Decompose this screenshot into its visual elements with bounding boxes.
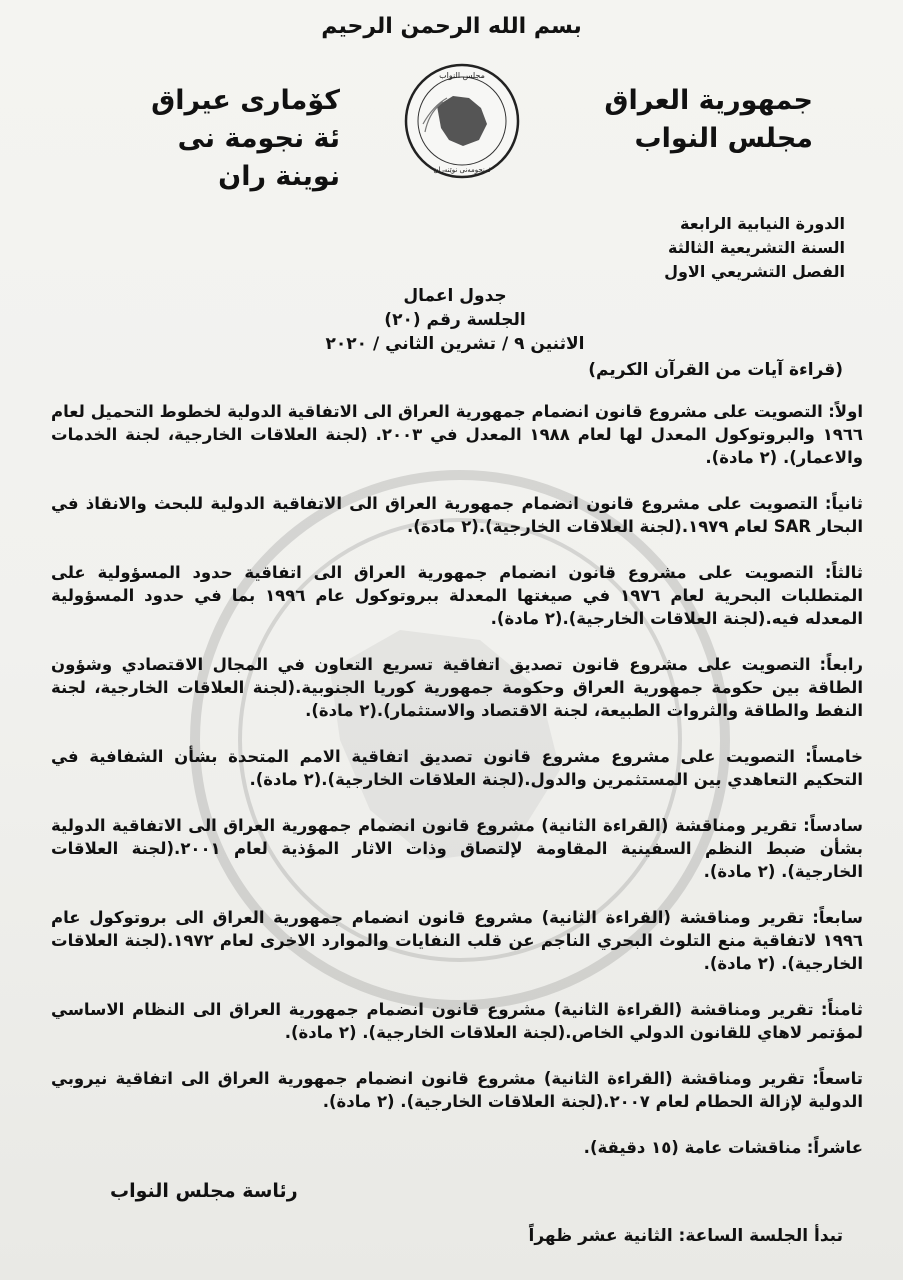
header-republic: جمهورية العراق — [604, 85, 813, 116]
session-start-time: تبدأ الجلسة الساعة: الثانية عشر ظهراً — [528, 1226, 843, 1246]
session-year: السنة التشريعية الثالثة — [668, 238, 845, 257]
agenda-item: رابعاً: التصويت على مشروع قانون تصديق اتفاقية تسريع التعاون في المجال الاقتصادي وشؤون الطاقة بين حكومة جمهورية العراق وحكومة جمهورية كوريا الجنوبية.(لجنة العلاقات الخارجية، لجنة النفط والطاقة والثروات الطبيعة، لجنة الاقتصاد والاستثمار).(٢ مادة). — [51, 655, 863, 720]
agenda-item: سابعاً: تقرير ومناقشة (القراءة الثانية) مشروع قانون انضمام جمهورية العراق الى بروتوكول عام ١٩٩٦ لاتفاقية منع التلوث البحري الناجم عن قلب النفايات والموارد الاخرى لعام ١٩٧٢.(لجنة العلاقات الخارجية). (٢ مادة). — [51, 908, 864, 973]
header-kurdish — [110, 82, 340, 196]
session-info — [664, 212, 845, 284]
seal-top-text: مجلس النواب — [439, 71, 485, 80]
agenda-item: ثانياً: التصويت على مشروع قانون انضمام جمهورية العراق الى الاتفاقية الدولية للبحث والانقاذ في البحار SAR لعام ١٩٧٩.(لجنة العلاقات الخارجية).(٢ مادة). — [51, 494, 864, 536]
basmala: بسم الله الرحمن الرحيم — [321, 14, 582, 39]
session-date: الاثنين ٩ / تشرين الثاني / ٢٠٢٠ — [325, 334, 585, 354]
header-kurdish-republic: كۆمارى عيراق — [151, 85, 340, 116]
presidency-signature: رئاسة مجلس النواب — [110, 1180, 298, 1202]
agenda-item: سادساً: تقرير ومناقشة (القراءة الثانية) مشروع قانون انضمام جمهورية العراق الى الاتفاقية الدولية بشأن ضبط النظم السفينية المقاومة لإلتصاق وذات الاثار المؤذية لعام ٢٠٠١.(لجنة العلاقات الخارجية). (٢ مادة). — [51, 816, 864, 881]
header-council: مجلس النواب — [634, 123, 813, 154]
agenda-heading — [300, 284, 610, 356]
agenda-item: ثامناً: تقرير ومناقشة (القراءة الثانية) مشروع قانون انضمام جمهورية العراق الى النظام الاساسي لمؤتمر لاهاي للقانون الدولي الخاص.(لجنة العلاقات الخارجية). (٢ مادة). — [51, 1000, 863, 1042]
agenda-item: ثالثاً: التصويت على مشروع قانون انضمام جمهورية العراق الى اتفاقية حدود المسؤولية على المتطلبات البحرية لعام ١٩٧٦ في صيغتها المعدلة ببروتوكول عام ١٩٩٦ بما في حدود المسؤولية المعدله فيه.(لجنة العلاقات الخارجية).(٢ مادة). — [51, 563, 863, 628]
session-chapter: الفصل التشريعي الاول — [664, 262, 845, 281]
agenda-title: جدول اعمال — [403, 286, 507, 306]
header-kurdish-council: ئة نجومة نى نوينة ران — [177, 123, 340, 192]
agenda-item: تاسعاً: تقرير ومناقشة (القراءة الثانية) مشروع قانون انضمام جمهورية العراق الى اتفاقية نيروبي الدولية لإزالة الحطام لعام ٢٠٠٧.(لجنة العلاقات الخارجية). (٢ مادة). — [51, 1069, 863, 1111]
session-term: الدورة النيابية الرابعة — [680, 214, 845, 233]
parliament-seal-logo — [403, 62, 521, 180]
quran-recitation: (قراءة آيات من القرآن الكريم) — [588, 360, 843, 380]
agenda-item: اولاً: التصويت على مشروع قانون انضمام جمهورية العراق الى الاتفاقية الدولية لخطوط التحميل لعام ١٩٦٦ والبروتوكول المعدل لها لعام ١٩٨٨ المعدل في ٢٠٠٣. (لجنة العلاقات الخارجية، لجنة الخدمات والاعمار). (٢ مادة). — [51, 402, 863, 467]
agenda-item: خامساً: التصويت على مشروع مشروع قانون تصديق اتفاقية الامم المتحدة بشأن الشفافية في التحكيم التعاهدي بين المستثمرين والدول.(لجنة العلاقات الخارجية).(٢ مادة). — [51, 747, 863, 789]
header-arabic — [604, 82, 813, 158]
session-number: الجلسة رقم (٢٠) — [384, 310, 526, 330]
agenda-item: عاشراً: مناقشات عامة (١٥ دقيقة). — [583, 1138, 863, 1157]
agenda-items — [51, 400, 863, 1182]
seal-bottom-text: ئەنجومەنی نوێنەران — [433, 166, 491, 174]
